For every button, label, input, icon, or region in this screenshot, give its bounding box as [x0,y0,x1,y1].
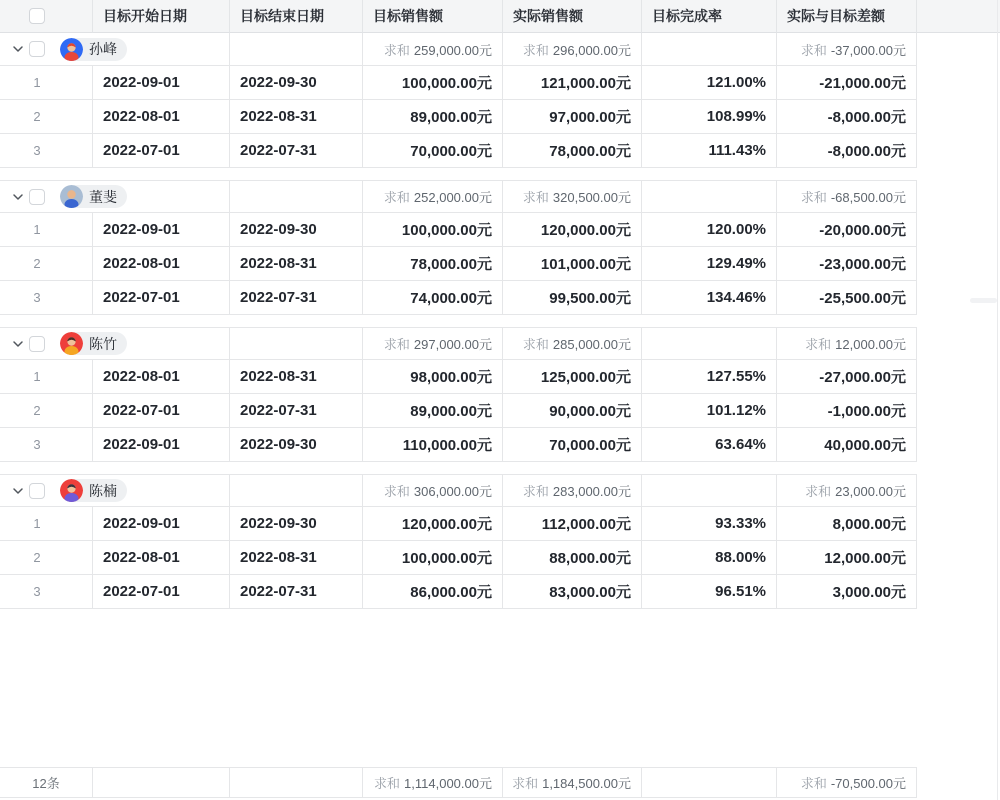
actual-sales-cell[interactable]: 78,000.00元 [503,134,642,168]
actual-sales-cell[interactable]: 83,000.00元 [503,575,642,609]
table-header [0,0,1000,33]
group-header-row [0,474,917,507]
completion-rate-cell[interactable]: 108.99% [642,100,777,134]
row-number: 3 [33,584,41,599]
group-sum-rate[interactable] [642,33,777,66]
completion-rate-cell[interactable]: 120.00% [642,213,777,247]
completion-rate-cell[interactable]: 93.33% [642,507,777,541]
row-number: 1 [33,369,41,384]
group-sum-diff[interactable] [777,180,917,213]
start-date-cell[interactable]: 2022-09-01 [93,428,230,462]
row-number: 2 [33,256,41,271]
target-sales-cell[interactable]: 98,000.00元 [363,360,503,394]
sum-label: 求和 [383,337,410,352]
table-row [0,507,917,541]
sum-value: -70,500.00元 [830,776,906,791]
actual-sales-cell[interactable]: 97,000.00元 [503,100,642,134]
target-sales-cell[interactable]: 100,000.00元 [363,66,503,100]
sum-label: 求和 [805,337,832,352]
row-number-cell[interactable] [0,360,93,394]
group-title-cell [0,180,230,213]
actual-sales-cell[interactable]: 90,000.00元 [503,394,642,428]
group-empty-cell [229,180,363,213]
select-all-checkbox[interactable] [29,8,45,24]
end-date-cell[interactable]: 2022-08-31 [230,247,363,281]
row-number: 3 [33,290,41,305]
avatar [60,185,83,208]
actual-sales-cell[interactable]: 125,000.00元 [503,360,642,394]
sum-value: 12,000.00元 [835,337,906,352]
header-actual-sales[interactable]: 实际销售额 [503,0,642,33]
sum-value: 23,000.00元 [835,484,906,499]
sum-label: 求和 [800,776,827,791]
group-sum-actual[interactable] [503,327,642,360]
difference-cell[interactable]: 8,000.00元 [777,507,917,541]
actual-sales-cell[interactable]: 112,000.00元 [503,507,642,541]
record-count: 12条 [0,767,93,798]
target-sales-cell[interactable]: 110,000.00元 [363,428,503,462]
start-date-cell[interactable]: 2022-09-01 [93,507,230,541]
start-date-cell[interactable]: 2022-08-01 [93,541,230,575]
sum-label: 求和 [383,190,410,205]
sum-label: 求和 [805,484,832,499]
difference-cell[interactable]: -25,500.00元 [777,281,917,315]
start-date-cell[interactable]: 2022-07-01 [93,575,230,609]
completion-rate-cell[interactable]: 111.43% [642,134,777,168]
row-number: 2 [33,403,41,418]
chevron-down-icon[interactable] [11,42,25,56]
row-number: 1 [33,222,41,237]
target-sales-cell[interactable]: 86,000.00元 [363,575,503,609]
completion-rate-cell[interactable]: 121.00% [642,66,777,100]
table-row [0,281,917,315]
end-date-cell[interactable]: 2022-09-30 [230,213,363,247]
actual-sales-cell[interactable]: 70,000.00元 [503,428,642,462]
actual-sales-cell[interactable]: 120,000.00元 [503,213,642,247]
completion-rate-cell[interactable]: 96.51% [642,575,777,609]
header-select-cell [0,0,93,33]
actual-sales-cell[interactable]: 101,000.00元 [503,247,642,281]
table-row [0,134,917,168]
group-sum-actual[interactable] [503,474,642,507]
start-date-cell[interactable]: 2022-09-01 [93,213,230,247]
group-sum-diff[interactable] [777,474,917,507]
target-sales-cell[interactable]: 74,000.00元 [363,281,503,315]
sum-value: 1,184,500.00元 [542,776,631,791]
row-number-cell[interactable] [0,213,93,247]
summary-footer [0,767,917,798]
row-number-cell[interactable] [0,507,93,541]
group-checkbox[interactable] [29,483,45,499]
end-date-cell[interactable]: 2022-09-30 [230,66,363,100]
row-number-cell[interactable] [0,428,93,462]
group-empty-cell [229,327,363,360]
row-number-cell[interactable] [0,247,93,281]
footer-empty-cell [93,767,230,798]
group-sum-rate[interactable] [642,327,777,360]
footer-sum-target[interactable] [363,767,503,798]
sum-value: 306,000.00元 [413,484,492,499]
group-checkbox[interactable] [29,189,45,205]
group-title-cell [0,327,230,360]
group-header-row [0,327,917,360]
row-number-cell[interactable] [0,575,93,609]
sum-value: 252,000.00元 [413,190,492,205]
end-date-cell[interactable]: 2022-08-31 [230,541,363,575]
person-name: 陈竹 [89,335,117,352]
difference-cell[interactable]: -1,000.00元 [777,394,917,428]
difference-cell[interactable]: -8,000.00元 [777,134,917,168]
target-sales-cell[interactable]: 100,000.00元 [363,213,503,247]
difference-cell[interactable]: -27,000.00元 [777,360,917,394]
actual-sales-cell[interactable]: 121,000.00元 [503,66,642,100]
group-section [0,474,917,609]
end-date-cell[interactable]: 2022-07-31 [230,394,363,428]
person-name: 董斐 [89,188,117,205]
group-header-row [0,33,917,66]
row-number-cell[interactable] [0,394,93,428]
table-row [0,66,917,100]
target-sales-cell[interactable]: 89,000.00元 [363,394,503,428]
table-row [0,541,917,575]
sum-value: 259,000.00元 [413,42,492,58]
group-checkbox[interactable] [29,336,45,352]
footer-sum-actual[interactable] [503,767,642,798]
sum-label: 求和 [522,484,549,499]
completion-rate-cell[interactable]: 129.49% [642,247,777,281]
sum-value: 320,500.00元 [552,190,631,205]
end-date-cell[interactable]: 2022-08-31 [230,100,363,134]
row-number-cell[interactable] [0,281,93,315]
difference-cell[interactable]: -23,000.00元 [777,247,917,281]
sum-label: 求和 [374,776,401,791]
sum-label: 求和 [800,190,827,205]
group-empty-cell [229,474,363,507]
completion-rate-cell[interactable]: 88.00% [642,541,777,575]
chevron-down-icon[interactable] [11,190,25,204]
sum-label: 求和 [522,190,549,205]
person-name: 陈楠 [89,482,117,499]
avatar [60,332,83,355]
row-number: 1 [33,516,41,531]
row-number-cell[interactable] [0,541,93,575]
sum-label: 求和 [383,484,410,499]
difference-cell[interactable]: 12,000.00元 [777,541,917,575]
person-tag[interactable] [60,185,127,208]
group-sum-target[interactable] [363,33,503,66]
end-date-cell[interactable]: 2022-08-31 [230,360,363,394]
end-date-cell[interactable]: 2022-09-30 [230,428,363,462]
sum-label: 求和 [383,42,410,58]
row-number: 2 [33,109,41,124]
sum-value: 283,000.00元 [552,484,631,499]
completion-rate-cell[interactable]: 63.64% [642,428,777,462]
group-header-row [0,180,917,213]
row-number: 2 [33,550,41,565]
table-row [0,428,917,462]
group-sum-rate[interactable] [642,180,777,213]
group-title-cell [0,33,230,66]
person-tag[interactable] [60,332,127,355]
sum-value: -68,500.00元 [830,190,906,205]
group-sum-rate[interactable] [642,474,777,507]
end-date-cell[interactable]: 2022-07-31 [230,575,363,609]
table-row [0,575,917,609]
group-sum-target[interactable] [363,180,503,213]
row-number: 1 [33,75,41,90]
group-empty-cell [229,33,363,66]
avatar [60,479,83,502]
person-name: 孙峰 [89,41,117,57]
chevron-down-icon[interactable] [11,484,25,498]
difference-cell[interactable]: -8,000.00元 [777,100,917,134]
actual-sales-cell[interactable]: 99,500.00元 [503,281,642,315]
target-sales-cell[interactable]: 89,000.00元 [363,100,503,134]
table-row [0,360,917,394]
start-date-cell[interactable]: 2022-07-01 [93,281,230,315]
sum-label: 求和 [522,337,549,352]
start-date-cell[interactable]: 2022-07-01 [93,394,230,428]
actual-sales-cell[interactable]: 88,000.00元 [503,541,642,575]
row-number: 3 [33,437,41,452]
start-date-cell[interactable]: 2022-07-01 [93,134,230,168]
end-date-cell[interactable]: 2022-09-30 [230,507,363,541]
row-number-cell[interactable] [0,100,93,134]
group-section [0,327,917,462]
group-sum-target[interactable] [363,327,503,360]
header-start-date[interactable]: 目标开始日期 [93,0,230,33]
end-date-cell[interactable]: 2022-07-31 [230,281,363,315]
difference-cell[interactable]: -20,000.00元 [777,213,917,247]
sum-value: 296,000.00元 [552,42,631,58]
table-row [0,100,917,134]
difference-cell[interactable]: 40,000.00元 [777,428,917,462]
group-checkbox[interactable] [29,41,45,57]
group-title-cell [0,474,230,507]
header-target-sales[interactable]: 目标销售额 [363,0,503,33]
table-row [0,247,917,281]
start-date-cell[interactable]: 2022-08-01 [93,247,230,281]
target-sales-cell[interactable]: 70,000.00元 [363,134,503,168]
header-difference[interactable]: 实际与目标差额 [777,0,917,33]
group-sum-target[interactable] [363,474,503,507]
sum-value: 285,000.00元 [552,337,631,352]
group-sum-diff[interactable] [777,33,917,66]
group-sum-actual[interactable] [503,33,642,66]
header-end-date[interactable]: 目标结束日期 [230,0,363,33]
scrollbar-thumb[interactable] [970,298,997,303]
row-number-cell[interactable] [0,66,93,100]
group-sum-actual[interactable] [503,180,642,213]
person-tag[interactable] [60,479,127,502]
group-sum-diff[interactable] [777,327,917,360]
footer-empty-cell [230,767,363,798]
footer-sum-diff[interactable] [777,767,917,798]
table-row [0,394,917,428]
target-sales-cell[interactable]: 120,000.00元 [363,507,503,541]
start-date-cell[interactable]: 2022-08-01 [93,100,230,134]
group-section [0,33,917,168]
row-number-cell[interactable] [0,134,93,168]
difference-cell[interactable]: 3,000.00元 [777,575,917,609]
header-completion-rate[interactable]: 目标完成率 [642,0,777,33]
chevron-down-icon[interactable] [11,337,25,351]
sum-label: 求和 [522,42,549,58]
sum-value: 297,000.00元 [413,337,492,352]
target-sales-cell[interactable]: 100,000.00元 [363,541,503,575]
sum-label: 求和 [800,42,827,58]
sum-value: 1,114,000.00元 [404,776,492,791]
sum-label: 求和 [512,776,539,791]
completion-rate-cell[interactable]: 134.46% [642,281,777,315]
end-date-cell[interactable]: 2022-07-31 [230,134,363,168]
footer-sum-rate[interactable] [642,767,777,798]
target-sales-cell[interactable]: 78,000.00元 [363,247,503,281]
right-edge-divider [997,0,998,800]
start-date-cell[interactable]: 2022-09-01 [93,66,230,100]
sum-value: -37,000.00元 [830,42,906,58]
header-extra-cell [917,0,1000,33]
group-section [0,180,917,315]
table-row [0,213,917,247]
completion-rate-cell[interactable]: 127.55% [642,360,777,394]
start-date-cell[interactable]: 2022-08-01 [93,360,230,394]
row-number: 3 [33,143,41,158]
avatar [60,38,83,61]
difference-cell[interactable]: -21,000.00元 [777,66,917,100]
person-tag[interactable] [60,38,127,61]
completion-rate-cell[interactable]: 101.12% [642,394,777,428]
